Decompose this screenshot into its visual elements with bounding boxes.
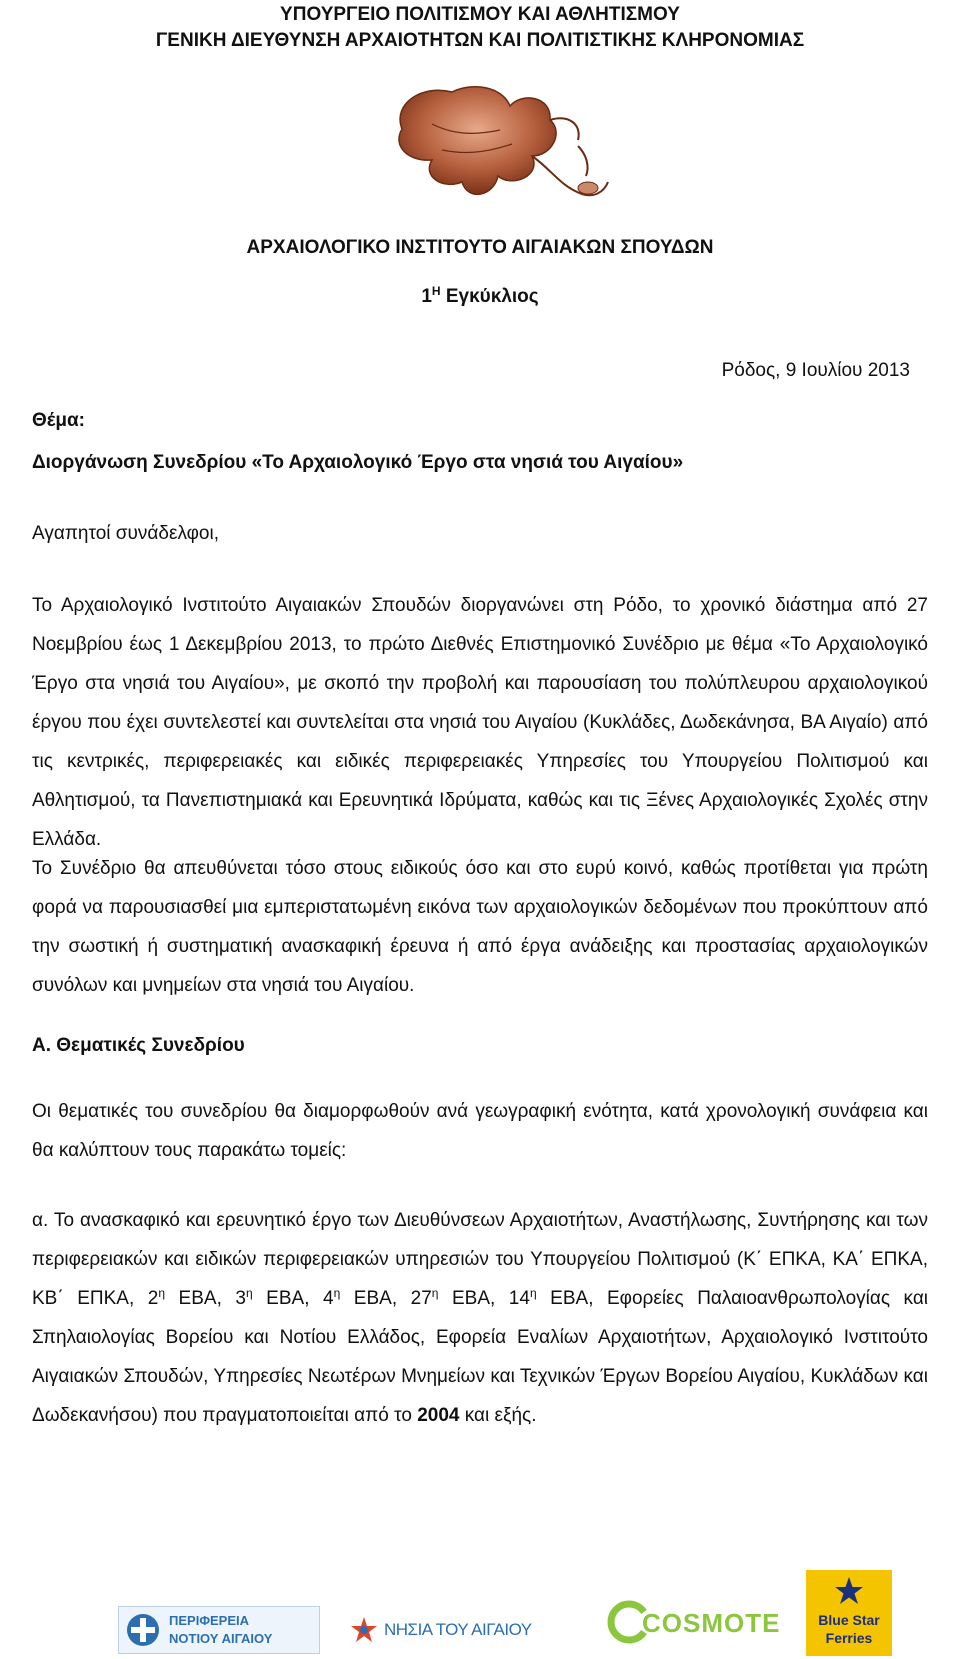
paragraph-themes <box>32 1092 928 1170</box>
paragraph-1: Το Αρχαιολογικό Ινστιτούτο Αιγαιακών Σπουδών διοργανώνει στη Ρόδο, το χρονικό διάστημα από 27 Νοεμβρίου έως 1 Δεκεμβρίου 2013, το πρώτο Διεθνές Επιστημονικό Συνέδριο με θέμα «Το Αρχαιολογικό Έργο στα νησιά του Αιγαίου», με σκοπό την προβολή και παρουσίαση του πολύπλευρου αρχαιολογικού έργου που έχει συντελεστεί και συντελείται στα νησιά του Αιγαίου (Κυκλάδες, Δωδεκάνησα, ΒΑ Αιγαίο) από τις κεντρικές, περιφερειακές και ειδικές περιφερειακές Υπηρεσίες του Υπουργείου Πολιτισμού και Αθλητισμού, τα Πανεπιστημιακά και Ερευνητικά Ιδρύματα, καθώς και τις Ξένες Αρχαιολογικές Σχολές στην Ελλάδα. <box>32 595 928 850</box>
item-a <box>32 1201 928 1435</box>
institute-emblem-icon <box>382 84 622 214</box>
circular-number: 1 <box>421 286 432 307</box>
paragraph-2: Το Συνέδριο θα απευθύνεται τόσο στους ειδικούς όσο και στο ευρύ κοινό, καθώς προτίθεται για πρώτη φορά να παρουσιασθεί μια εμπεριστατωμένη εικόνα των αρχαιολογικών δεδομένων που προκύπτουν από την σωστική ή συστηματική ανασκαφική έρευνα ή από έργα ανάδειξης και προστασίας αρχαιολογικών συνόλων και μνημείων στα νησιά του Αιγαίου. <box>32 858 928 996</box>
paragraph-3: Οι θεματικές του συνεδρίου θα διαμορφωθούν ανά γεωγραφική ενότητα, κατά χρονολογική συνάφεια και θα καλύπτουν τους παρακάτω τομείς: <box>32 1101 928 1161</box>
ministry-heading: ΥΠΟΥΡΓΕΙΟ ΠΟΛΙΤΙΣΜΟΥ ΚΑΙ ΑΘΛΗΤΙΣΜΟΥ <box>280 4 680 25</box>
bluestar-line-2: Ferries <box>825 1630 873 1646</box>
paragraph-audience <box>32 849 928 1005</box>
region-line-2: ΝΟΤΙΟΥ ΑΙΓΑΙΟΥ <box>169 1631 273 1646</box>
subject-text: Διοργάνωση Συνεδρίου «Το Αρχαιολογικό Έργο στα νησιά του Αιγαίου» <box>32 452 684 473</box>
subject-label: Θέμα: <box>32 410 85 431</box>
star-icon <box>834 1576 864 1606</box>
institute-title: ΑΡΧΑΙΟΛΟΓΙΚΟ ΙΝΣΤΙΤΟΥΤΟ ΑΙΓΑΙΑΚΩΝ ΣΠΟΥΔΩΝ <box>246 237 714 258</box>
cosmote-logo <box>606 1598 781 1648</box>
directorate-heading: ΓΕΝΙΚΗ ΔΙΕΥΘΥΝΣΗ ΑΡΧΑΙΟΤΗΤΩΝ ΚΑΙ ΠΟΛΙΤΙΣΤΙΚΗΣ ΚΛΗΡΟΝΟΜΙΑΣ <box>155 30 805 51</box>
circular-heading <box>0 286 960 308</box>
region-south-aegean-logo <box>118 1606 320 1654</box>
cosmote-text: COSMOTE <box>642 1608 781 1638</box>
aegean-islands-logo <box>350 1612 550 1652</box>
paragraph-intro <box>32 586 928 859</box>
item-a-text: α. Το ανασκαφικό και ερευνητικό έργο των Διευθύνσεων Αρχαιοτήτων, Αναστήλωσης, Συντήρησης και των περιφερειακών και ειδικών περιφερειακών υπηρεσιών του Υπουργείου Πολιτισμού (Κ΄ ΕΠΚΑ, ΚΑ΄ ΕΠΚΑ, ΚΒ΄ ΕΠΚΑ, $2^\eta$ ΕΒΑ, $3^\eta$ ΕΒΑ, $4^\eta$ ΕΒΑ, $27^\eta$ ΕΒΑ, $14^\eta$ ΕΒΑ, Εφορείες Παλαιοανθρωπολογίας και Σπηλαιολογίας Βορείου και Νοτίου Ελλάδος, Εφορεία Εναλίων Αρχαιοτήτων, Αρχαιολογικό Ινστιτούτο Αιγαιακών Σπουδών, Υπηρεσίες Νεωτέρων Μνημείων και Τεχνικών Έργων Βορείου Αιγαίου, Κυκλάδων και Δωδεκανήσου) που πραγματοποιείται από το 2004 και εξής. <box>32 1210 929 1426</box>
blue-star-ferries-logo <box>806 1570 892 1656</box>
region-line-1: ΠΕΡΙΦΕΡΕΙΑ <box>169 1613 250 1628</box>
islands-text: ΝΗΣΙΑ ΤΟΥ ΑΙΓΑΙΟΥ <box>384 1620 532 1639</box>
sun-star-icon <box>350 1616 378 1644</box>
bluestar-line-1: Blue Star <box>818 1612 880 1628</box>
section-a-heading: Α. Θεματικές Συνεδρίου <box>32 1035 245 1056</box>
greeting: Αγαπητοί συνάδελφοι, <box>32 523 219 544</box>
circular-label: Εγκύκλιος <box>445 286 539 307</box>
greek-emblem-icon <box>125 1612 161 1648</box>
item-a-year: 2004 <box>417 1405 460 1426</box>
circular-superscript: Η <box>431 284 441 298</box>
document-date: Ρόδος, 9 Ιουλίου 2013 <box>721 360 910 381</box>
sponsor-logos <box>0 1568 960 1659</box>
